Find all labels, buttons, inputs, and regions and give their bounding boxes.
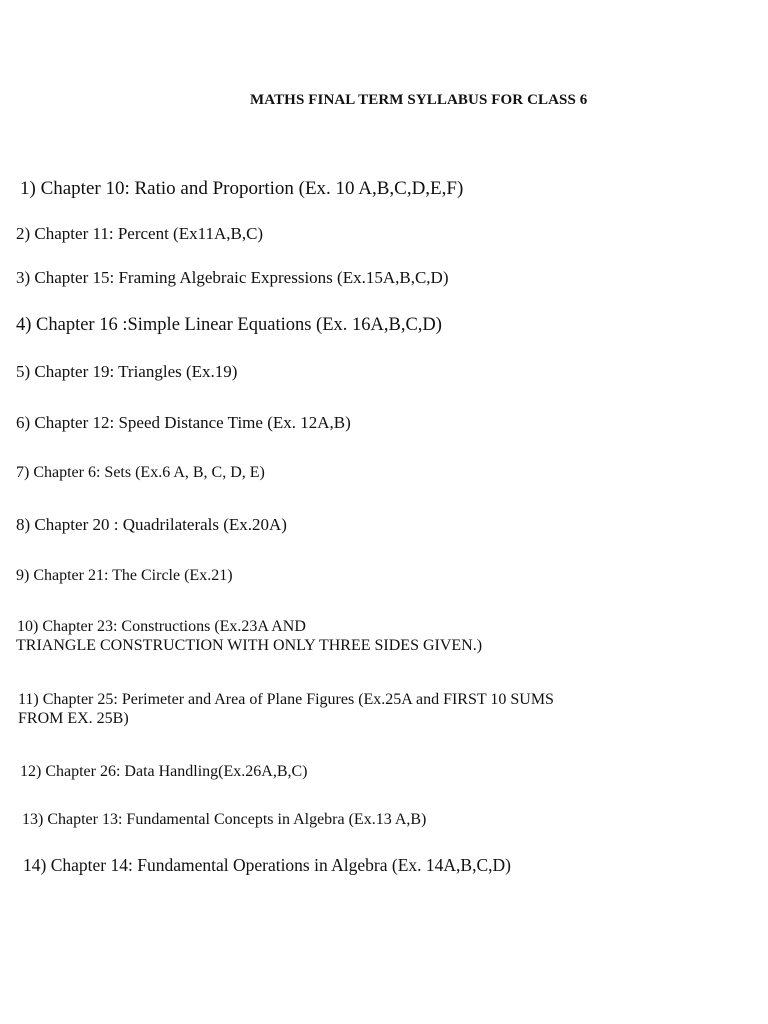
syllabus-item-13: 13) Chapter 13: Fundamental Concepts in Algebra (Ex.13 A,B)	[22, 811, 427, 828]
syllabus-item-11-line-2: FROM EX. 25B)	[18, 710, 129, 728]
syllabus-item-12: 12) Chapter 26: Data Handling(Ex.26A,B,C)	[20, 763, 308, 780]
page-title: MATHS FINAL TERM SYLLABUS FOR CLASS 6	[250, 92, 588, 108]
syllabus-item-8: 8) Chapter 20 : Quadrilaterals (Ex.20A)	[16, 515, 287, 534]
syllabus-item-11	[18, 690, 554, 728]
syllabus-item-9: 9) Chapter 21: The Circle (Ex.21)	[16, 567, 233, 584]
syllabus-item-3: 3) Chapter 15: Framing Algebraic Expressions (Ex.15A,B,C,D)	[16, 268, 449, 287]
syllabus-item-1: 1) Chapter 10: Ratio and Proportion (Ex. 10 A,B,C,D,E,F)	[20, 178, 464, 199]
syllabus-item-10	[17, 617, 482, 655]
syllabus-item-2: 2) Chapter 11: Percent (Ex11A,B,C)	[16, 224, 264, 243]
syllabus-item-5: 5) Chapter 19: Triangles (Ex.19)	[16, 362, 238, 381]
syllabus-item-7: 7) Chapter 6: Sets (Ex.6 A, B, C, D, E)	[16, 464, 265, 481]
syllabus-item-6: 6) Chapter 12: Speed Distance Time (Ex. 12A,B)	[16, 413, 351, 432]
syllabus-item-4: 4) Chapter 16 :Simple Linear Equations (Ex. 16A,B,C,D)	[16, 315, 442, 335]
syllabus-item-11-line-1: 11) Chapter 25: Perimeter and Area of Plane Figures (Ex.25A and FIRST 10 SUMS	[18, 691, 554, 708]
syllabus-item-14: 14) Chapter 14: Fundamental Operations in Algebra (Ex. 14A,B,C,D)	[23, 855, 511, 875]
syllabus-item-10-line-1: 10) Chapter 23: Constructions (Ex.23A AND	[17, 618, 306, 635]
syllabus-item-10-line-2: TRIANGLE CONSTRUCTION WITH ONLY THREE SIDES GIVEN.)	[16, 637, 483, 655]
